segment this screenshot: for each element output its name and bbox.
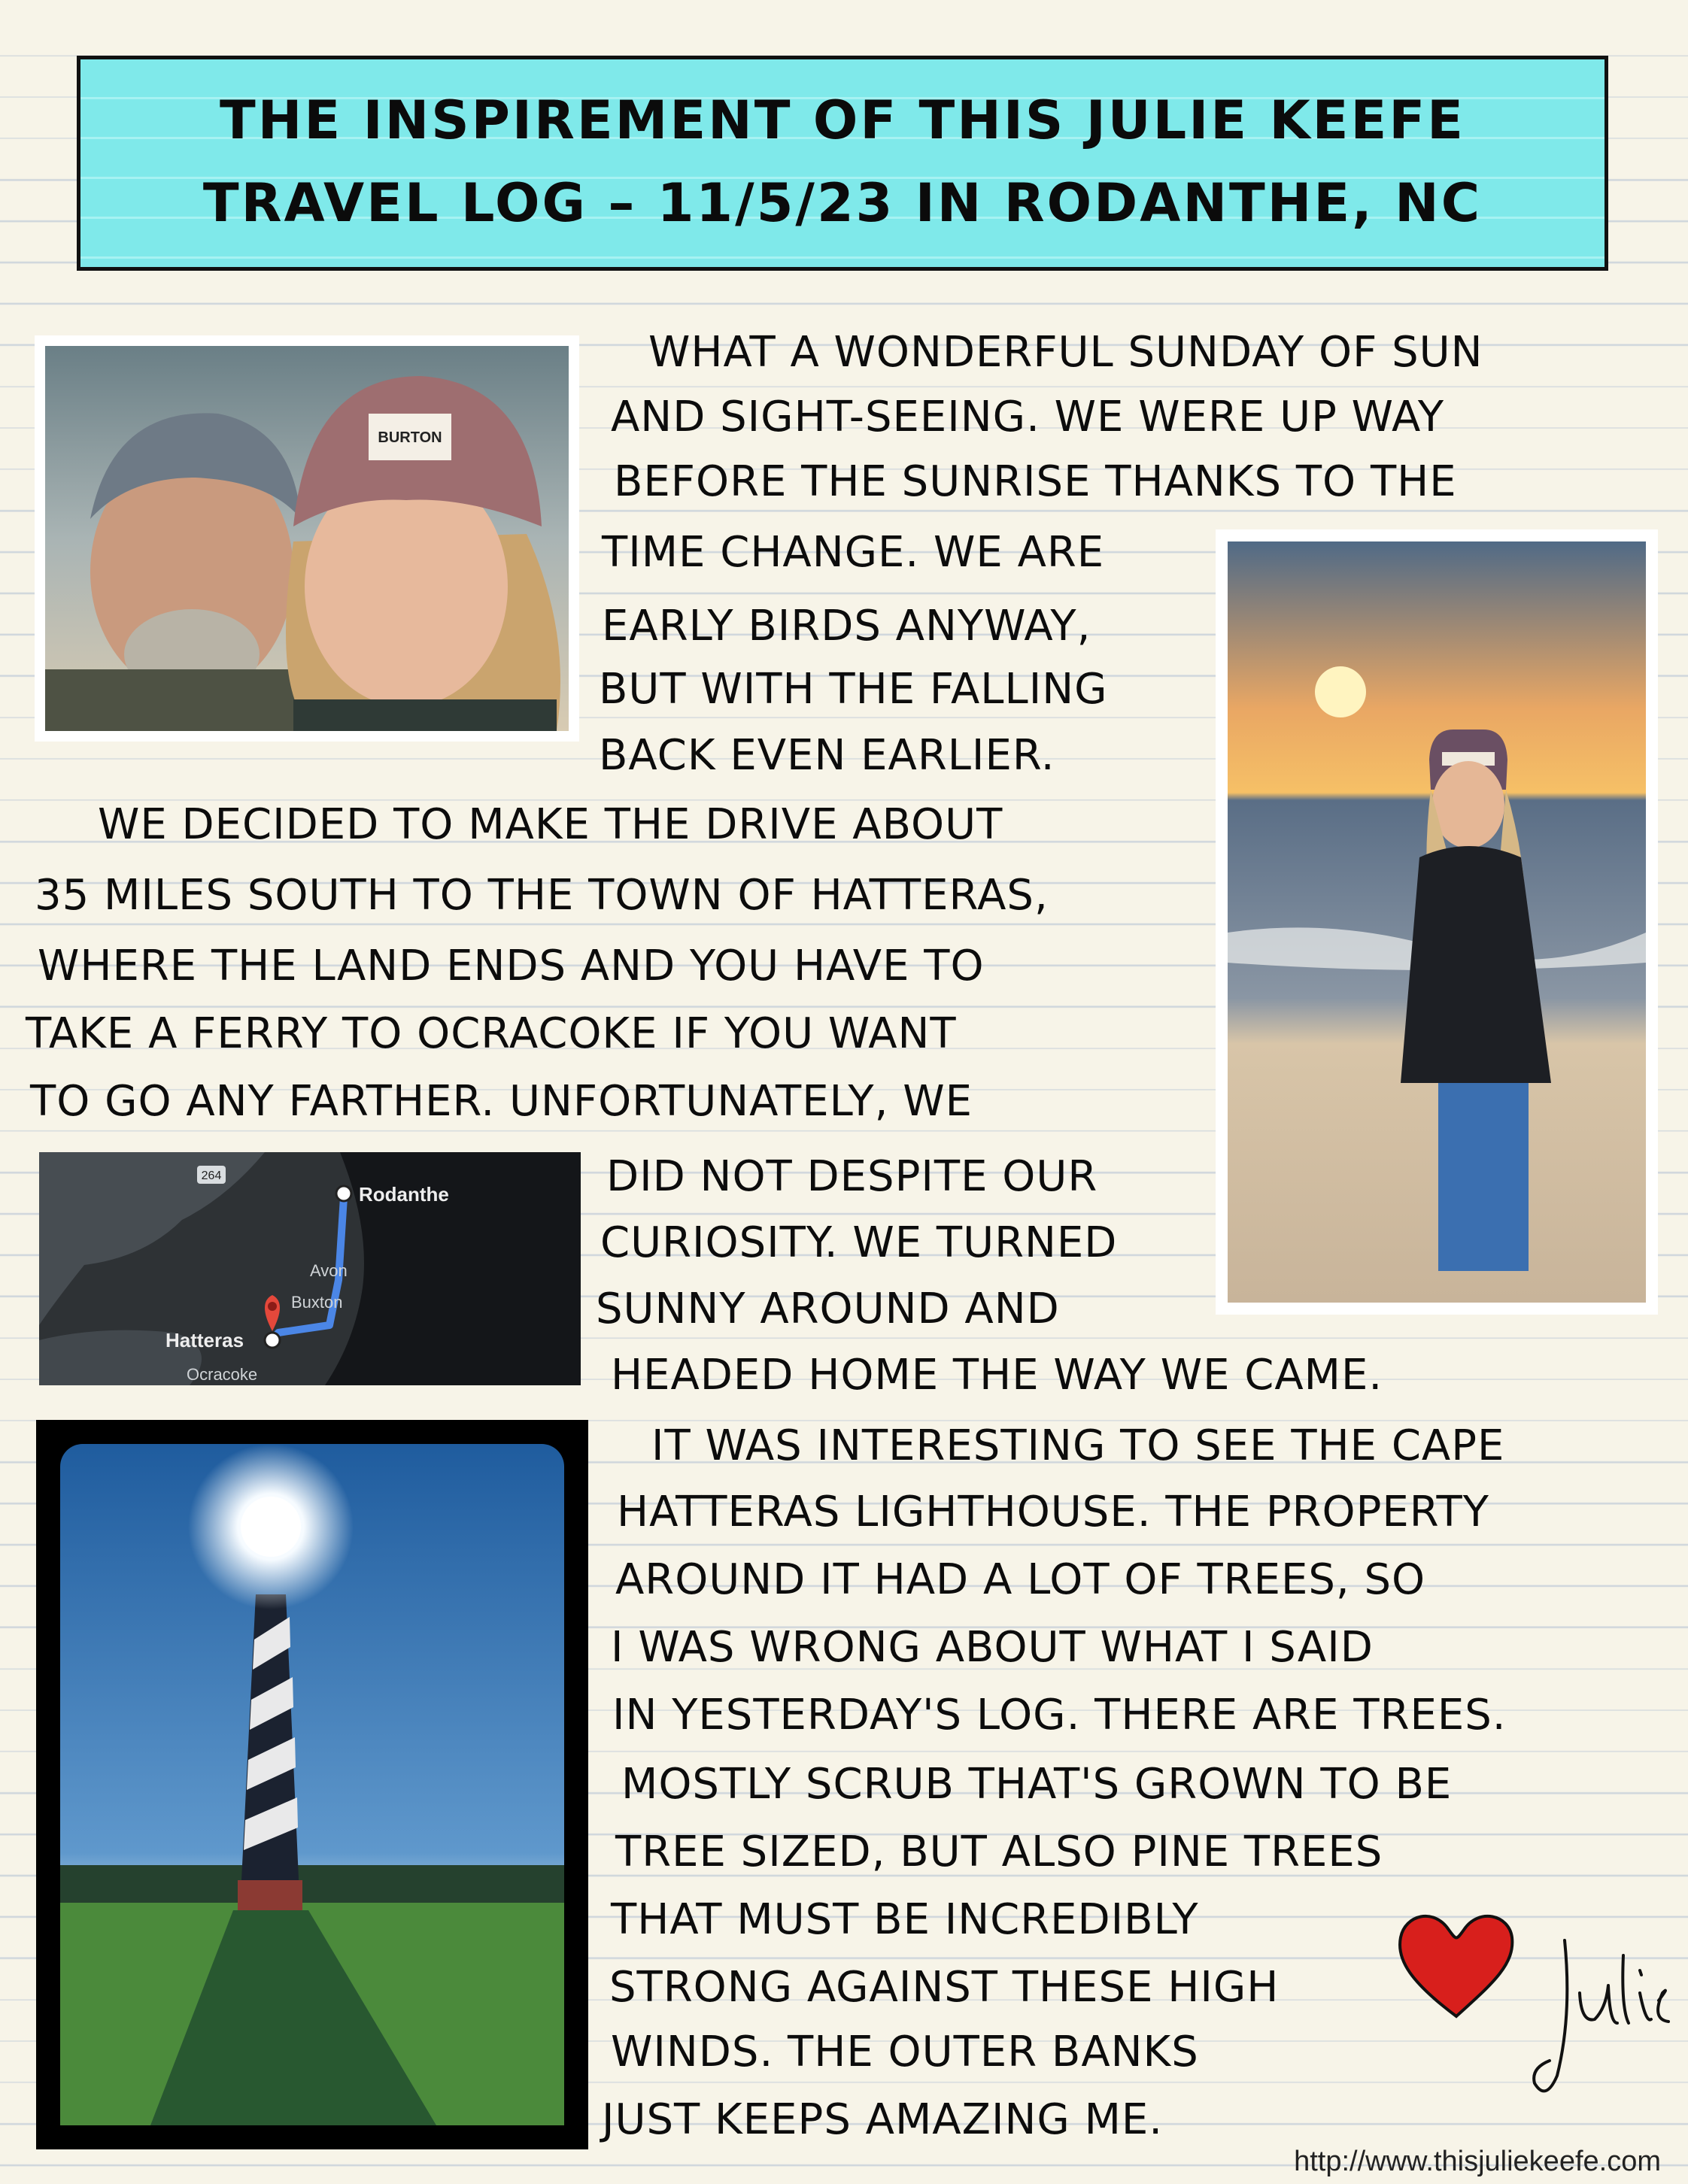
body-line: WINDS. THE OUTER BANKS <box>611 2028 1199 2076</box>
body-line: TREE SIZED, BUT ALSO PINE TREES <box>615 1828 1383 1876</box>
lighthouse-image <box>60 1444 564 2125</box>
body-line: IN YESTERDAY'S LOG. THERE ARE TREES. <box>612 1691 1507 1740</box>
map-label-ocracoke: Ocracoke <box>187 1365 258 1384</box>
body-line: BEFORE THE SUNRISE THANKS TO THE <box>614 457 1457 506</box>
body-line: HATTERAS LIGHTHOUSE. THE PROPERTY <box>617 1488 1489 1536</box>
title-line-1: THE INSPIREMENT OF THIS JULIE KEEFE <box>220 89 1465 151</box>
body-line: TIME CHANGE. WE ARE <box>602 528 1105 577</box>
body-line: WHAT A WONDERFUL SUNDAY OF SUN <box>648 328 1483 377</box>
body-line: I WAS WRONG ABOUT WHAT I SAID <box>611 1623 1374 1672</box>
body-line: IT WAS INTERESTING TO SEE THE CAPE <box>651 1421 1505 1470</box>
signature <box>1520 1925 1670 2106</box>
footer-url[interactable]: http://www.thisjuliekeefe.com <box>1294 2146 1661 2177</box>
beach-sunrise-image <box>1228 541 1646 1303</box>
map-label-hatteras: Hatteras <box>165 1329 244 1351</box>
beanie-label: BURTON <box>378 429 442 446</box>
body-line: 35 MILES SOUTH TO THE TOWN OF HATTERAS, <box>35 871 1049 920</box>
map-label-buxton: Buxton <box>291 1293 343 1312</box>
body-line: TO GO ANY FARTHER. UNFORTUNATELY, WE <box>30 1077 973 1126</box>
heart-icon <box>1396 1907 1516 2020</box>
beach-sunrise-photo <box>1216 529 1658 1315</box>
body-line: WHERE THE LAND ENDS AND YOU HAVE TO <box>38 942 985 990</box>
body-line: CURIOSITY. WE TURNED <box>600 1218 1118 1267</box>
body-line: WE DECIDED TO MAKE THE DRIVE ABOUT <box>98 800 1003 849</box>
map-label-rodanthe: Rodanthe <box>359 1183 449 1206</box>
body-line: THAT MUST BE INCREDIBLY <box>611 1895 1199 1944</box>
selfie-image <box>45 346 569 731</box>
body-line: AROUND IT HAD A LOT OF TREES, SO <box>615 1555 1426 1604</box>
body-line: DID NOT DESPITE OUR <box>606 1152 1098 1201</box>
body-line: STRONG AGAINST THESE HIGH <box>609 1963 1280 2012</box>
map-image <box>39 1152 581 1385</box>
body-line: SUNNY AROUND AND <box>596 1285 1060 1333</box>
body-line: EARLY BIRDS ANYWAY, <box>602 602 1091 651</box>
body-line: MOSTLY SCRUB THAT'S GROWN TO BE <box>621 1760 1453 1809</box>
selfie-photo <box>35 335 579 742</box>
title-line-2: TRAVEL LOG – 11/5/23 IN RODANTHE, NC <box>202 172 1483 234</box>
title-banner <box>77 56 1608 271</box>
body-line: HEADED HOME THE WAY WE CAME. <box>611 1351 1383 1400</box>
lighthouse-photo <box>36 1420 588 2149</box>
map-label-avon: Avon <box>310 1261 348 1280</box>
body-line: BUT WITH THE FALLING <box>599 665 1108 714</box>
map-route-shield: 264 <box>201 1169 222 1182</box>
body-line: JUST KEEPS AMAZING ME. <box>602 2095 1164 2144</box>
route-map <box>39 1152 581 1385</box>
body-line: BACK EVEN EARLIER. <box>599 731 1055 780</box>
body-line: AND SIGHT-SEEING. WE WERE UP WAY <box>611 393 1445 441</box>
body-line: TAKE A FERRY TO OCRACOKE IF YOU WANT <box>26 1009 957 1058</box>
